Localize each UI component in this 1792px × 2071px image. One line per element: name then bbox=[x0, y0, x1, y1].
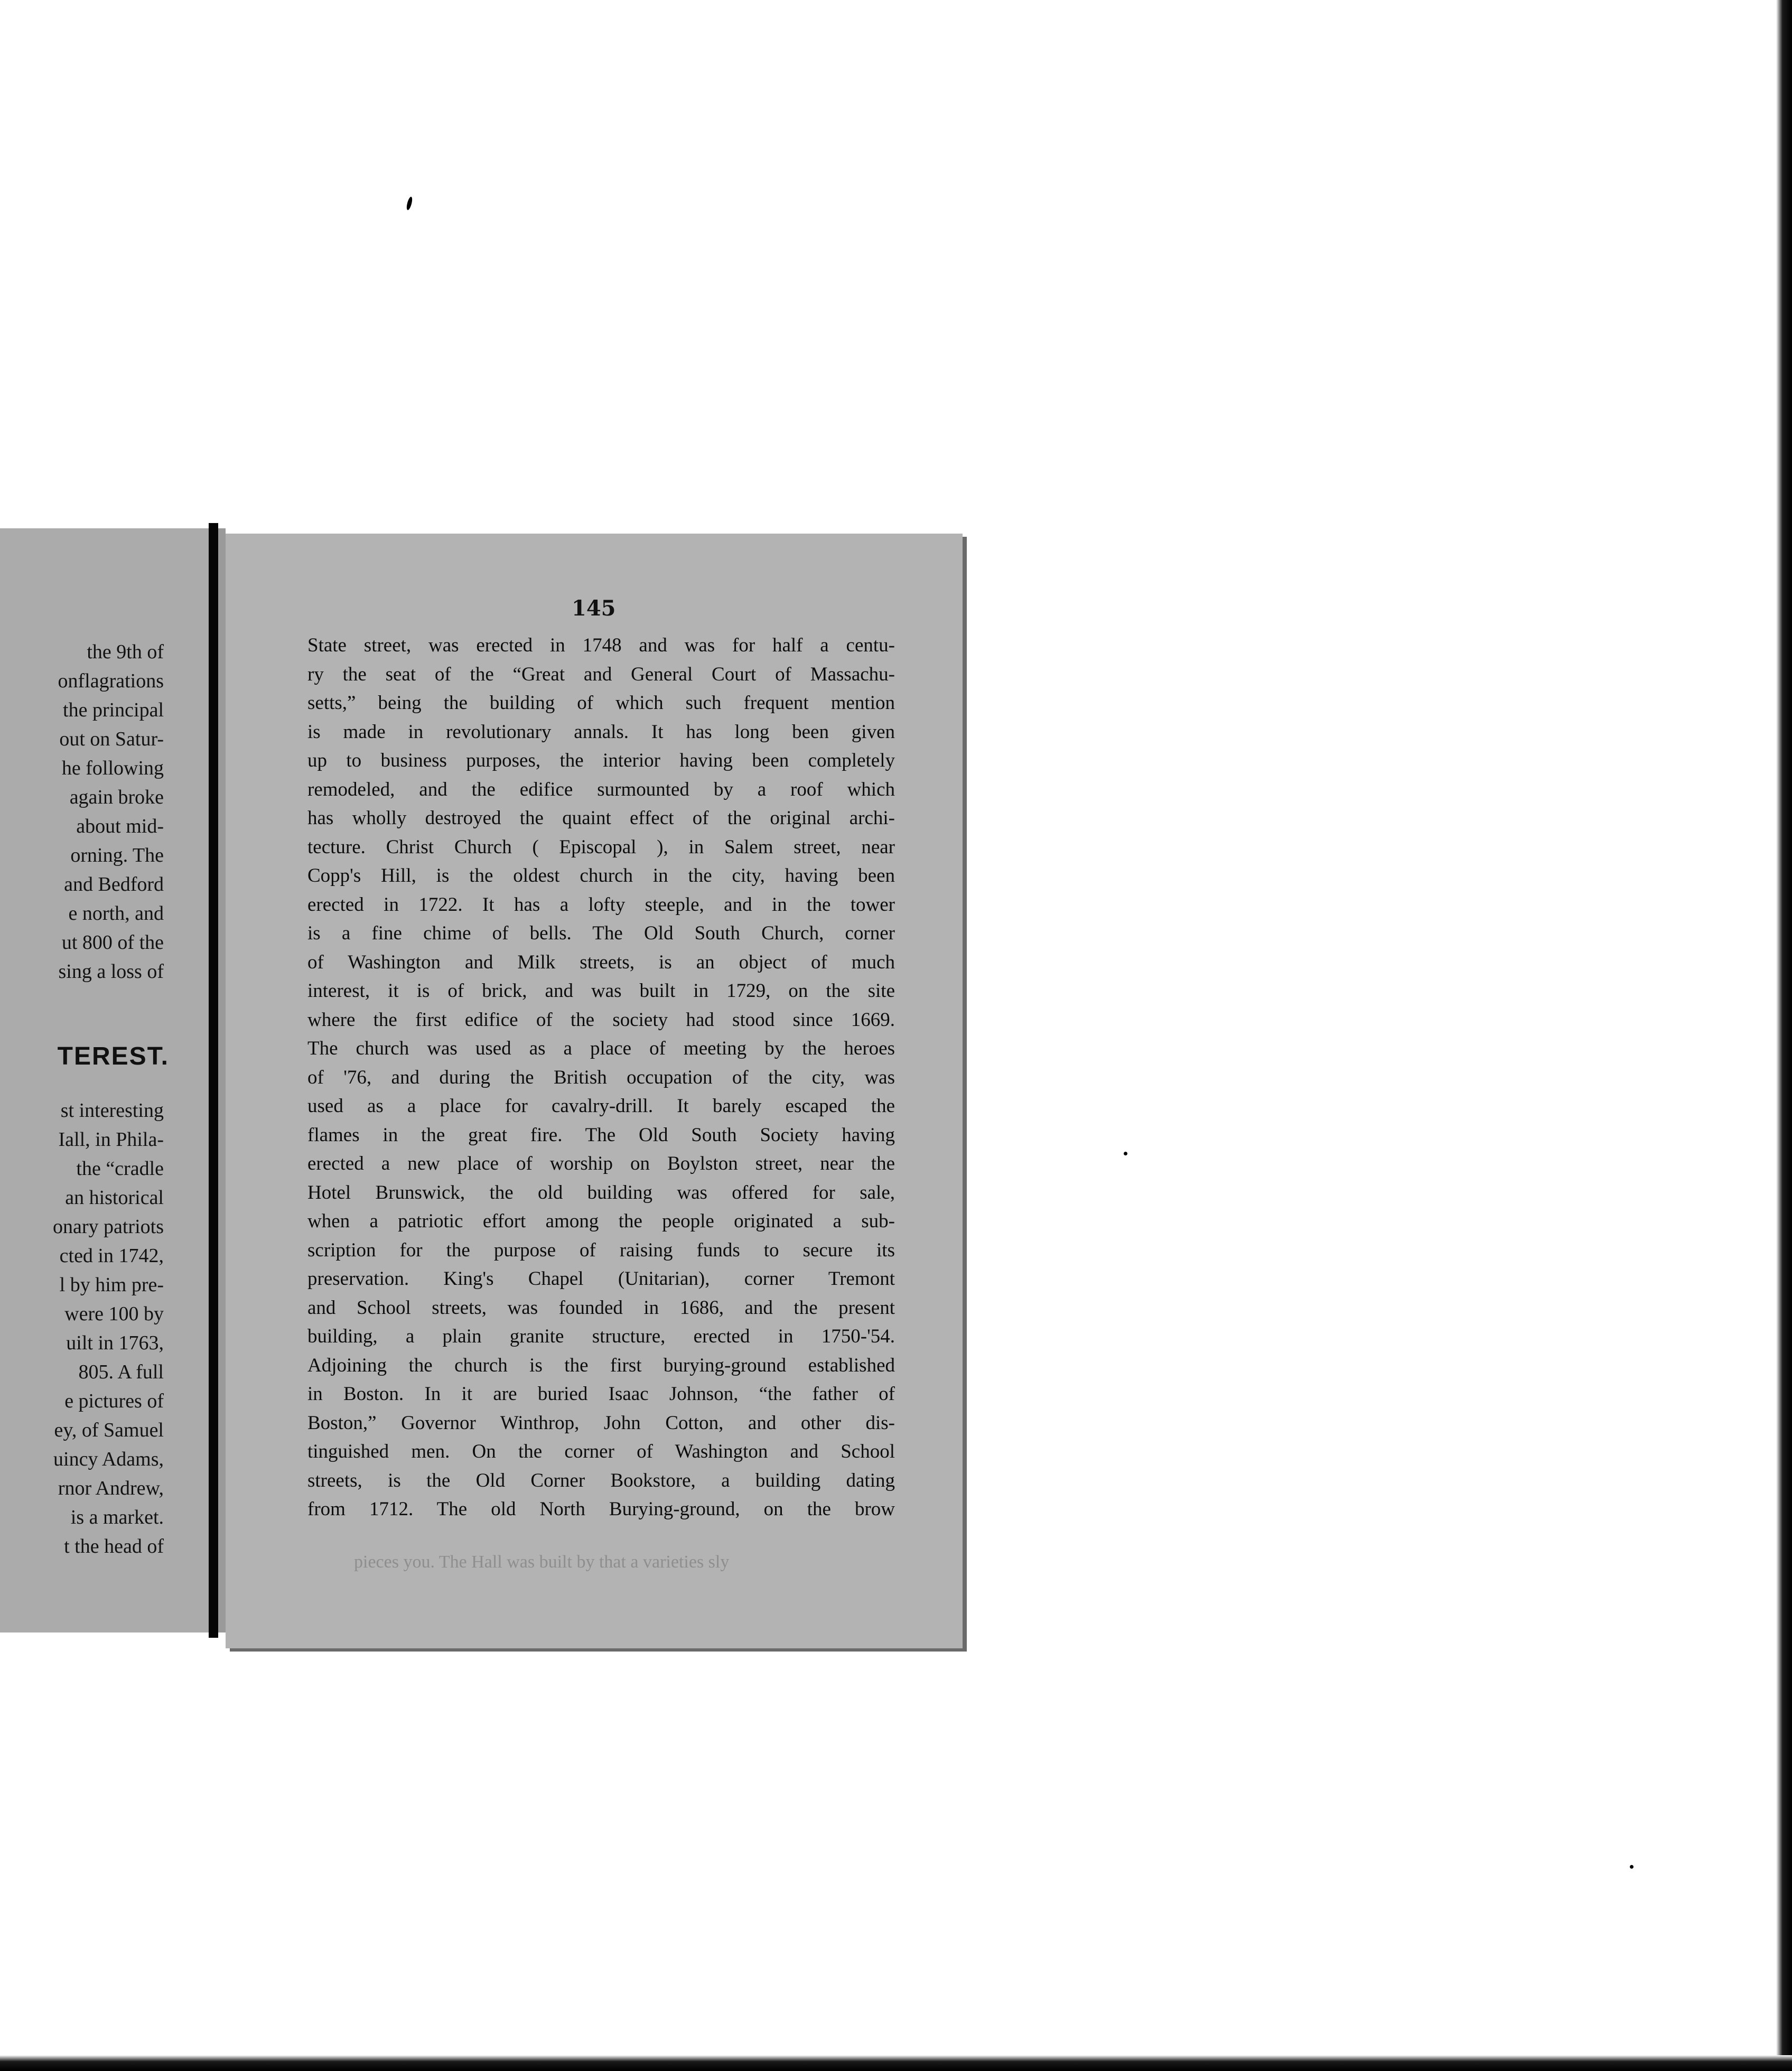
text-line: up to business purposes, the interior having been completely bbox=[307, 750, 895, 771]
left-page-line: sing a loss of bbox=[58, 960, 164, 983]
page-number: 145 bbox=[572, 596, 616, 621]
scan-border-right bbox=[1776, 0, 1792, 2071]
text-line: preservation. King's Chapel (Unitarian), corner Tremont bbox=[307, 1268, 895, 1290]
text-line: erected in 1722. It has a lofty steeple, and in the tower bbox=[307, 893, 895, 916]
left-page-line: e pictures of bbox=[64, 1390, 164, 1412]
left-page-line: about mid- bbox=[76, 815, 164, 837]
left-page-line: uincy Adams, bbox=[53, 1448, 164, 1470]
left-page-line: ey, of Samuel bbox=[54, 1419, 164, 1441]
left-page-line: the 9th of bbox=[87, 641, 164, 663]
left-page-line: were 100 by bbox=[64, 1303, 164, 1325]
left-page-line: the principal bbox=[63, 699, 164, 721]
text-line: where the first edifice of the society had stood since 1669. bbox=[307, 1009, 895, 1031]
left-page-line: uilt in 1763, bbox=[66, 1332, 164, 1354]
left-page-line: an historical bbox=[65, 1187, 164, 1209]
text-line: Adjoining the church is the first burying-ground established bbox=[307, 1354, 895, 1376]
text-line: tinguished men. On the corner of Washington and School bbox=[307, 1441, 895, 1462]
text-line: erected a new place of worship on Boylston street, near the bbox=[307, 1153, 895, 1174]
show-through-text: pieces you. The Hall was built by that a varieties sly bbox=[354, 1552, 730, 1572]
body-text bbox=[307, 631, 895, 1524]
dust-speck bbox=[1124, 1152, 1127, 1155]
text-line: of Washington and Milk streets, is an object of much bbox=[307, 951, 895, 973]
text-line: ry the seat of the “Great and General Court of Massachu- bbox=[307, 663, 895, 685]
section-heading: TEREST. bbox=[57, 1042, 169, 1070]
left-page-line: the “cradle bbox=[76, 1158, 164, 1180]
left-page-line: he following bbox=[61, 757, 164, 779]
text-line: used as a place for cavalry-drill. It barely escaped the bbox=[307, 1095, 895, 1117]
text-line: flames in the great fire. The Old South Society having bbox=[307, 1124, 895, 1146]
text-line: State street, was erected in 1748 and was for half a centu- bbox=[307, 635, 895, 656]
left-page-line: ut 800 of the bbox=[61, 931, 164, 954]
left-page-line: cted in 1742, bbox=[59, 1245, 164, 1267]
left-page bbox=[0, 528, 209, 1632]
text-line: interest, it is of brick, and was built in 1729, on the site bbox=[307, 980, 895, 1002]
text-line: from 1712. The old North Burying-ground, on the brow bbox=[307, 1498, 895, 1520]
dust-speck bbox=[1630, 1865, 1634, 1869]
text-line: building, a plain granite structure, erected in 1750-'54. bbox=[307, 1326, 895, 1347]
left-page-line: st interesting bbox=[60, 1099, 164, 1122]
left-page-line: is a market. bbox=[70, 1506, 164, 1528]
gutter bbox=[218, 528, 226, 1632]
text-line: is a fine chime of bells. The Old South Church, corner bbox=[307, 922, 895, 944]
text-line: tecture. Christ Church ( Episcopal ), in Salem street, near bbox=[307, 836, 895, 858]
left-page-line: onflagrations bbox=[58, 670, 164, 692]
text-line: Boston,” Governor Winthrop, John Cotton, and other dis- bbox=[307, 1412, 895, 1434]
left-page-line: orning. The bbox=[70, 844, 164, 866]
text-line: and School streets, was founded in 1686, and the present bbox=[307, 1296, 895, 1319]
text-line: Hotel Brunswick, the old building was offered for sale, bbox=[307, 1181, 895, 1204]
text-line: of '76, and during the British occupation of the city, was bbox=[307, 1066, 895, 1088]
text-line: is made in revolutionary annals. It has long been given bbox=[307, 721, 895, 743]
scan-border-bottom bbox=[0, 2055, 1792, 2071]
left-page-line: onary patriots bbox=[52, 1216, 164, 1238]
text-line: when a patriotic effort among the people originated a sub- bbox=[307, 1210, 895, 1232]
left-page-line: out on Satur- bbox=[59, 728, 164, 750]
text-line: scription for the purpose of raising funds to secure its bbox=[307, 1239, 895, 1261]
text-line: streets, is the Old Corner Bookstore, a building dating bbox=[307, 1469, 895, 1491]
text-line: remodeled, and the edifice surmounted by a roof which bbox=[307, 778, 895, 800]
left-page-line: l by him pre- bbox=[59, 1274, 164, 1296]
left-page-line: Iall, in Phila- bbox=[58, 1128, 164, 1151]
left-page-line: and Bedford bbox=[64, 873, 164, 895]
text-line: in Boston. In it are buried Isaac Johnson, “the father of bbox=[307, 1383, 895, 1405]
text-line: Copp's Hill, is the oldest church in the city, having been bbox=[307, 865, 895, 887]
left-page-line: t the head of bbox=[64, 1535, 164, 1557]
dust-speck bbox=[406, 196, 413, 210]
text-line: has wholly destroyed the quaint effect of the original archi- bbox=[307, 807, 895, 829]
left-page-line: rnor Andrew, bbox=[58, 1477, 164, 1499]
left-page-line: e north, and bbox=[68, 902, 164, 925]
left-page-line: again broke bbox=[69, 786, 164, 808]
text-line: The church was used as a place of meeting by the heroes bbox=[307, 1038, 895, 1059]
text-line: setts,” being the building of which such frequent mention bbox=[307, 692, 895, 714]
left-page-line: 805. A full bbox=[78, 1361, 164, 1383]
book-spine bbox=[209, 523, 218, 1638]
